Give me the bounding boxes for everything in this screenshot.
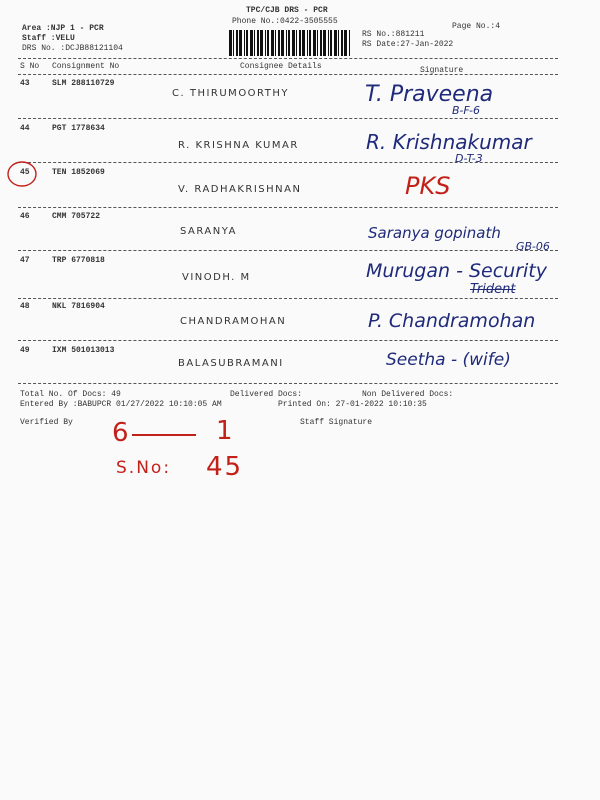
row-consignment: TRP 6770818 (52, 256, 105, 265)
row-signature-note: D-T-3 (455, 152, 483, 165)
row-sno: 46 (20, 212, 30, 221)
row-sno: 44 (20, 124, 30, 133)
row-consignment: SLM 288110729 (52, 79, 115, 88)
row-sno: 45 (20, 168, 30, 177)
row-signature: Saranya gopinath (368, 224, 501, 242)
row-signature-note: Trident (470, 282, 516, 297)
staff-signature-label: Staff Signature (300, 418, 373, 427)
row-signature: Murugan - Security (366, 260, 547, 282)
header-divider (18, 58, 558, 59)
row-divider (18, 298, 558, 299)
delivered-docs: Delivered Docs: (230, 390, 303, 399)
col-sno: S No (20, 62, 40, 71)
entered-by: Entered By :BABUPCR 01/27/2022 10:10:05 AM (20, 400, 222, 409)
row-consignment: PGT 1778634 (52, 124, 105, 133)
row-sno: 43 (20, 79, 30, 88)
row-divider (18, 207, 558, 208)
row-consignment: TEN 1852069 (52, 168, 105, 177)
phone-number: Phone No.:0422-3505555 (232, 17, 338, 26)
row-consignee-name: VINODH. M (182, 272, 251, 283)
rs-date: RS Date:27-Jan-2022 (362, 40, 454, 49)
row-signature: PKS (405, 172, 451, 200)
handwritten-sno-label: S.No: (116, 458, 172, 478)
non-delivered-docs: Non Delivered Docs: (362, 390, 454, 399)
row-consignee-name: BALASUBRAMANI (178, 358, 284, 369)
row-signature-note: GB-06 (516, 240, 550, 253)
row-divider (18, 340, 558, 341)
row-signature: T. Praveena (365, 82, 494, 107)
row-consignee-name: V. RADHAKRISHNAN (178, 184, 302, 195)
handwritten-sno-value: 45 (206, 452, 244, 482)
row-divider (18, 118, 558, 119)
row-sno: 47 (20, 256, 30, 265)
handwritten-count-right: 1 (216, 416, 233, 446)
col-consignment: Consignment No (52, 62, 120, 71)
staff-label: Staff :VELU (22, 34, 75, 43)
barcode-image (229, 30, 353, 56)
row-signature: P. Chandramohan (368, 310, 536, 332)
columns-divider (18, 74, 558, 75)
col-signature: Signature (420, 66, 464, 75)
printed-on: Printed On: 27-01-2022 10:10:35 (278, 400, 427, 409)
doc-title: TPC/CJB DRS - PCR (246, 6, 328, 15)
row-divider (18, 162, 558, 163)
row-sno: 49 (20, 346, 30, 355)
total-docs: Total No. Of Docs: 49 (20, 390, 121, 399)
row-divider (18, 250, 558, 251)
rs-number: RS No.:881211 (362, 30, 425, 39)
row-consignee-name: C. THIRUMOORTHY (172, 88, 290, 99)
row-consignee-name: R. KRISHNA KUMAR (178, 140, 299, 151)
row-consignment: IXM 501013013 (52, 346, 115, 355)
area-label: Area :NJP 1 - PCR (22, 24, 104, 33)
row-signature-note: B-F-6 (452, 104, 481, 117)
row-signature: R. Krishnakumar (366, 130, 532, 154)
verified-by-label: Verified By (20, 418, 73, 427)
col-consignee: Consignee Details (240, 62, 322, 71)
drs-number: DRS No. :DCJB88121104 (22, 44, 123, 53)
row-consignment: NKL 7816904 (52, 302, 105, 311)
handwritten-count-left: 6 (112, 418, 129, 448)
handwritten-dash (132, 434, 196, 436)
row-consignment: CMM 705722 (52, 212, 101, 221)
row-consignee-name: SARANYA (180, 226, 237, 237)
row-sno: 48 (20, 302, 30, 311)
row-consignee-name: CHANDRAMOHAN (180, 316, 287, 327)
row-divider (18, 383, 558, 384)
page-number: Page No.:4 (452, 22, 501, 31)
row-signature: Seetha - (wife) (386, 350, 511, 370)
